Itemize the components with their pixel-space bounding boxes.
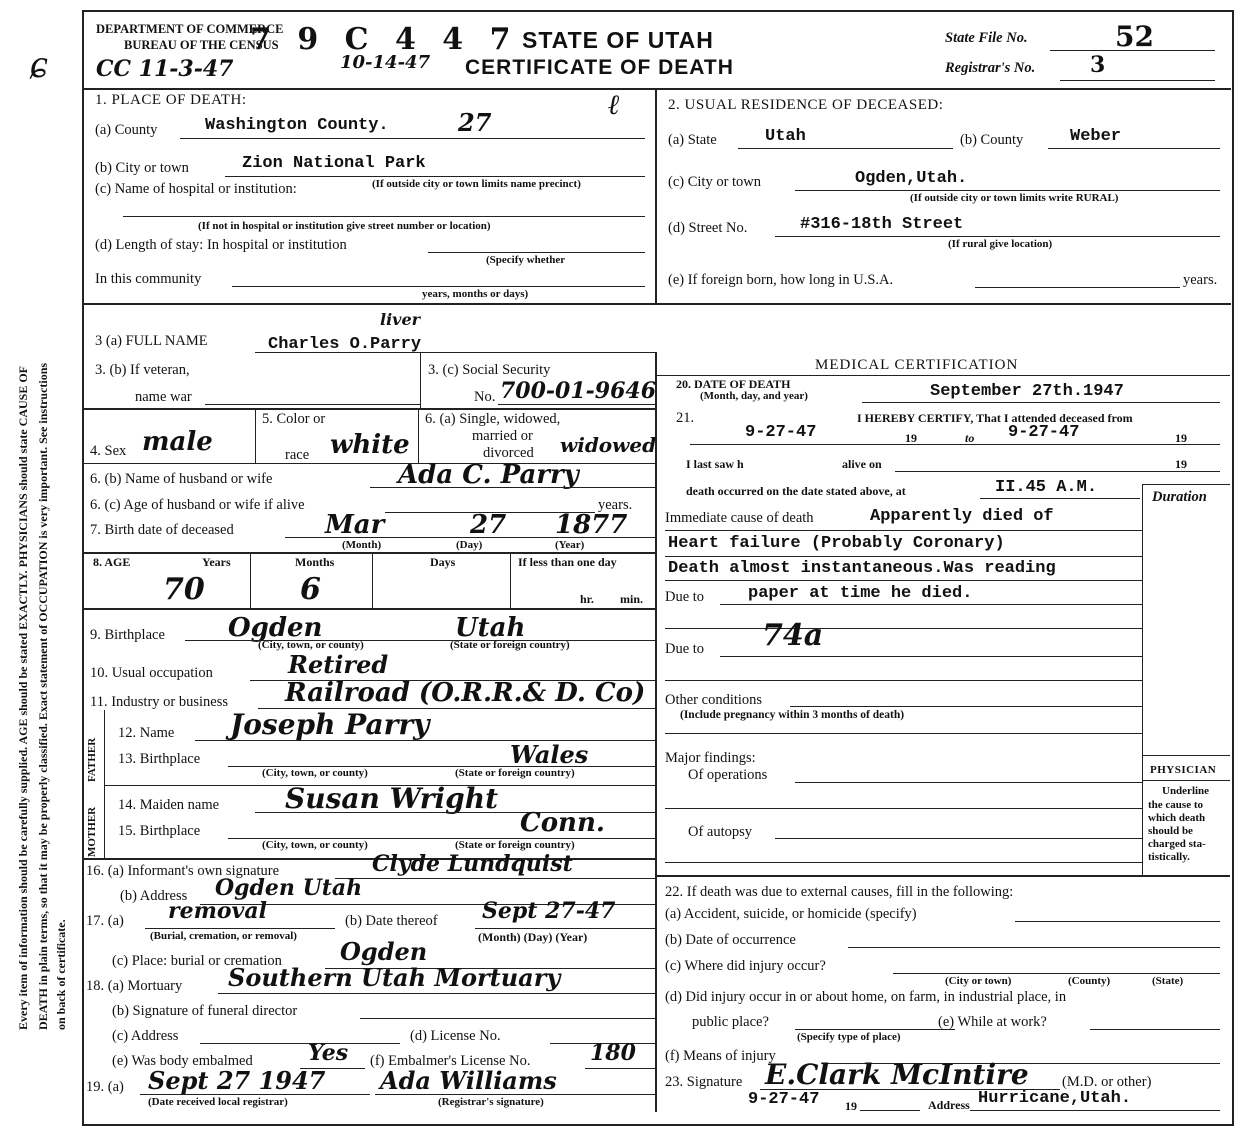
res-years-label: years. — [1183, 272, 1218, 288]
state-file-value: 52 — [1115, 20, 1154, 53]
fd-sig-label: (b) Signature of funeral director — [112, 1003, 298, 1019]
address-value: Hurricane,Utah. — [978, 1089, 1132, 1108]
signature-date: 9-27-47 — [748, 1090, 820, 1109]
informant-addr-label: (b) Address — [120, 888, 188, 904]
disposition-label: 17. (a) — [86, 913, 124, 929]
pod-hospital-label: (c) Name of hospital or institution: — [95, 181, 297, 197]
fd-addr-label: (c) Address — [112, 1028, 179, 1044]
pod-county-value: Washington County. — [205, 116, 389, 135]
registrar-value: 3 — [1090, 52, 1106, 78]
full-name-value: Charles O.Parry — [268, 335, 422, 354]
physician-signature: E.Clark McIntire — [765, 1058, 1029, 1091]
state-title: STATE OF UTAH — [522, 27, 714, 53]
external-e-label: (e) While at work? — [938, 1014, 1047, 1030]
mother-maiden-label: 14. Maiden name — [118, 797, 220, 813]
attended-to-value: 9-27-47 — [1008, 423, 1080, 442]
birth-month-note: (Month) — [342, 539, 382, 551]
death-time-value: II.45 A.M. — [995, 478, 1098, 497]
mortuary-value: Southern Utah Mortuary — [228, 963, 561, 992]
disp-mdy-note: (Month) (Day) (Year) — [478, 930, 588, 944]
marital-label-2: married or — [472, 428, 533, 444]
state-file-label: State File No. — [945, 30, 1028, 46]
place-of-death-heading: 1. PLACE OF DEATH: — [95, 92, 247, 108]
cause-line-1: Apparently died of — [870, 507, 1054, 526]
major-findings-label: Major findings: — [665, 750, 756, 766]
spouse-age-label: 6. (c) Age of husband or wife if alive — [90, 497, 305, 513]
res-foreign-label: (e) If foreign born, how long in U.S.A. — [668, 272, 894, 288]
mother-birth-value: Conn. — [520, 808, 605, 838]
external-specify-note: (Specify type of place) — [797, 1031, 901, 1043]
father-state-note: (State or foreign country) — [455, 767, 575, 779]
ss-value: 700-01-9646 — [500, 378, 657, 404]
mortuary-label: 18. (a) Mortuary — [86, 978, 183, 994]
informant-sig-label: 16. (a) Informant's own signature — [86, 863, 280, 879]
cert-number: 21. — [676, 410, 695, 426]
age-hr-label: hr. — [580, 592, 594, 606]
attended-from-value: 9-27-47 — [745, 423, 817, 442]
mother-maiden-value: Susan Wright — [285, 782, 499, 815]
spouse-label: 6. (b) Name of husband or wife — [90, 471, 273, 487]
pod-city-label: (b) City or town — [95, 160, 189, 176]
father-name-value: Joseph Parry — [230, 708, 430, 741]
father-birth-label: 13. Birthplace — [118, 751, 201, 767]
occupation-label: 10. Usual occupation — [90, 665, 213, 681]
spouse-value: Ada C. Parry — [398, 460, 579, 490]
age-months-value: 6 — [300, 572, 321, 607]
res-street-note: (If rural give location) — [948, 238, 1053, 250]
attended-19-a: 19 — [905, 431, 917, 445]
pod-city-value: Zion National Park — [242, 154, 426, 173]
birth-year: 1877 — [555, 510, 628, 540]
corner-note: CC 11-3-47 — [96, 56, 234, 82]
external-f-label: (f) Means of injury — [665, 1048, 776, 1064]
res-city-note: (If outside city or town limits write RURAL) — [910, 192, 1119, 204]
pod-county-label: (a) County — [95, 122, 158, 138]
cause-line-2: Heart failure (Probably Coronary) — [668, 534, 1005, 553]
physician-note-5: charged sta- — [1148, 838, 1206, 850]
duration-column — [1142, 484, 1230, 756]
received-label: 19. (a) — [86, 1079, 124, 1095]
age-years-value: 70 — [163, 572, 205, 607]
occupation-value: Retired — [288, 650, 389, 679]
physician-note-4: should be — [1148, 825, 1193, 837]
other-conditions-label: Other conditions — [665, 692, 763, 708]
mother-birth-label: 15. Birthplace — [118, 823, 201, 839]
md-label: (M.D. or other) — [1062, 1074, 1152, 1090]
attended-19-b: 19 — [1175, 431, 1187, 445]
res-street-value: #316-18th Street — [800, 215, 964, 234]
pod-stay-label: (d) Length of stay: In hospital or institution — [95, 237, 347, 253]
attended-to-label: to — [965, 431, 975, 445]
informant-addr-value: Ogden Utah — [215, 875, 363, 901]
dept-label: DEPARTMENT OF COMMERCE — [96, 22, 284, 36]
certificate-title: CERTIFICATE OF DEATH — [465, 56, 734, 79]
age-min-label: min. — [620, 592, 644, 606]
side-instructions-2: DEATH in plain terms, so that it may be properly classified. Exact statement of OCCUPATION is very important. See instructions — [36, 362, 50, 1030]
physician-note-6: tistically. — [1148, 851, 1190, 863]
external-state-note: (State) — [1152, 975, 1184, 987]
disposition-value: removal — [168, 898, 267, 924]
pod-specify-note: (Specify whether — [486, 254, 566, 266]
death-date-note: (Month, day, and year) — [700, 390, 808, 402]
due-to-label-2: Due to — [665, 641, 705, 657]
res-city-label: (c) City or town — [668, 174, 762, 190]
physician-note-1: Underline — [1162, 785, 1210, 797]
race-value: white — [330, 430, 410, 460]
birthplace-state-note: (State or foreign country) — [450, 639, 570, 651]
embalmed-label: (e) Was body embalmed — [112, 1053, 253, 1069]
birth-month: Mar — [325, 510, 385, 540]
color-label: 5. Color or — [262, 411, 326, 427]
registrar-sig-value: Ada Williams — [380, 1066, 557, 1095]
res-county-value: Weber — [1070, 127, 1122, 146]
mother-side-label: MOTHER — [86, 806, 98, 857]
marital-label-1: 6. (a) Single, widowed, — [425, 411, 561, 427]
fd-license-label: (d) License No. — [410, 1028, 501, 1044]
full-name-insert: liver — [380, 310, 421, 329]
pod-scribble: ℓ — [608, 88, 620, 121]
ss-label: 3. (c) Social Security — [428, 362, 551, 378]
pod-street-note: (If not in hospital or institution give street number or location) — [198, 220, 491, 232]
burial-place-value: Ogden — [340, 937, 428, 966]
side-instructions-3: on back of certificate. — [54, 919, 68, 1030]
res-city-value: Ogden,Utah. — [855, 169, 968, 188]
bureau-label: BUREAU OF THE CENSUS — [124, 38, 279, 52]
industry-label: 11. Industry or business — [90, 694, 229, 710]
birth-label: 7. Birth date of deceased — [90, 522, 234, 538]
embalmed-value: Yes — [308, 1040, 349, 1066]
father-name-label: 12. Name — [118, 725, 175, 741]
external-a-label: (a) Accident, suicide, or homicide (specify) — [665, 906, 917, 922]
embalmer-value: 180 — [590, 1040, 636, 1066]
birth-year-note: (Year) — [555, 539, 585, 551]
disposition-note: (Burial, cremation, or removal) — [150, 930, 297, 942]
duration-label: Duration — [1152, 489, 1207, 505]
residence-heading: 2. USUAL RESIDENCE OF DECEASED: — [668, 97, 944, 113]
res-state-label: (a) State — [668, 132, 717, 148]
disp-date-label: (b) Date thereof — [345, 913, 438, 929]
received-note: (Date received local registrar) — [148, 1096, 288, 1108]
birth-day-note: (Day) — [456, 539, 483, 551]
race-label: race — [285, 447, 310, 463]
other-conditions-note: (Include pregnancy within 3 months of death) — [680, 709, 905, 721]
external-heading: 22. If death was due to external causes, fill in the following: — [665, 884, 1014, 900]
physician-head: PHYSICIAN — [1150, 764, 1217, 776]
res-street-label: (d) Street No. — [668, 220, 748, 236]
last-saw-label: I last saw h — [686, 457, 744, 471]
pod-community-label: In this community — [95, 271, 202, 287]
signature-19: 19 — [845, 1099, 857, 1113]
embalmer-label: (f) Embalmer's License No. — [370, 1053, 531, 1069]
pod-ymd-note: years, months or days) — [422, 288, 529, 300]
external-b-label: (b) Date of occurrence — [665, 932, 796, 948]
full-name-label: 3 (a) FULL NAME — [95, 333, 208, 349]
external-public-label: public place? — [692, 1014, 769, 1030]
birthplace-city-note: (City, town, or county) — [258, 639, 364, 651]
death-date-label: 20. DATE OF DEATH — [676, 377, 791, 391]
burial-place-label: (c) Place: burial or cremation — [112, 953, 282, 969]
medical-heading: MEDICAL CERTIFICATION — [815, 357, 1019, 373]
external-county-note: (County) — [1068, 975, 1111, 987]
veteran-label: 3. (b) If veteran, — [95, 362, 190, 378]
due-code: 74a — [762, 618, 824, 653]
registrar-label: Registrar's No. — [945, 60, 1036, 76]
pod-hospital-note: (If outside city or town limits name precinct) — [372, 178, 581, 190]
ss-no-label: No. — [474, 389, 496, 405]
res-state-value: Utah — [765, 127, 806, 146]
external-c-label: (c) Where did injury occur? — [665, 958, 826, 974]
sex-value: male — [142, 427, 213, 457]
corner-mark: ɕ — [30, 41, 48, 86]
birth-day: 27 — [470, 510, 507, 540]
industry-value: Railroad (O.R.R.& D. Co) — [285, 678, 646, 708]
mother-state-note: (State or foreign country) — [455, 839, 575, 851]
cause-line-3: Death almost instantaneous.Was reading — [668, 559, 1056, 578]
res-county-label: (b) County — [960, 132, 1024, 148]
operations-label: Of operations — [688, 767, 768, 783]
father-city-note: (City, town, or county) — [262, 767, 368, 779]
received-value: Sept 27 1947 — [148, 1066, 326, 1095]
external-d-label: (d) Did injury occur in or about home, on farm, in industrial place, in — [665, 989, 1067, 1005]
sex-label: 4. Sex — [90, 443, 127, 459]
stamp-number: 7 9 C 4 4 7 — [250, 22, 519, 57]
age-label: 8. AGE — [93, 555, 131, 569]
informant-sig-value: Clyde Lundquist — [372, 851, 573, 877]
birthplace-label: 9. Birthplace — [90, 627, 165, 643]
autopsy-label: Of autopsy — [688, 824, 753, 840]
stamp-date: 10-14-47 — [340, 52, 431, 73]
age-months-head: Months — [295, 555, 335, 569]
mother-city-note: (City, town, or county) — [262, 839, 368, 851]
war-label: name war — [135, 389, 192, 405]
side-instructions-1: Every item of information should be carefully supplied. AGE should be stated EXACTLY. PHYSICIANS should state CAUSE OF — [16, 366, 30, 1030]
last-saw-19: 19 — [1175, 457, 1187, 471]
father-birth-value: Wales — [510, 740, 589, 769]
marital-label-3: divorced — [483, 445, 534, 461]
address-label: Address — [928, 1098, 970, 1112]
father-side-label: FATHER — [86, 737, 98, 782]
pod-county-code: 27 — [458, 108, 492, 137]
cert-text: I HEREBY CERTIFY, That I attended deceased from — [857, 411, 1133, 425]
marital-value: widowed — [560, 433, 657, 457]
age-less-day-head: If less than one day — [518, 555, 617, 569]
physician-note-3: which death — [1148, 812, 1206, 824]
alive-on-label: alive on — [842, 457, 882, 471]
cause-line-4: paper at time he died. — [748, 584, 973, 603]
birthplace-state: Utah — [455, 613, 526, 643]
death-date-value: September 27th.1947 — [930, 382, 1124, 401]
spouse-age-years: years. — [598, 497, 633, 513]
registrar-sig-note: (Registrar's signature) — [438, 1096, 544, 1108]
immediate-cause-label: Immediate cause of death — [665, 510, 814, 526]
physician-note-2: the cause to — [1148, 799, 1203, 811]
age-days-head: Days — [430, 555, 456, 569]
signature-label: 23. Signature — [665, 1074, 743, 1090]
due-to-label-1: Due to — [665, 589, 705, 605]
age-years-head: Years — [202, 555, 231, 569]
external-city-note: (City or town) — [945, 975, 1012, 987]
disp-date-value: Sept 27-47 — [482, 898, 616, 924]
birthplace-city: Ogden — [228, 613, 323, 643]
death-time-label: death occurred on the date stated above, at — [686, 484, 906, 498]
